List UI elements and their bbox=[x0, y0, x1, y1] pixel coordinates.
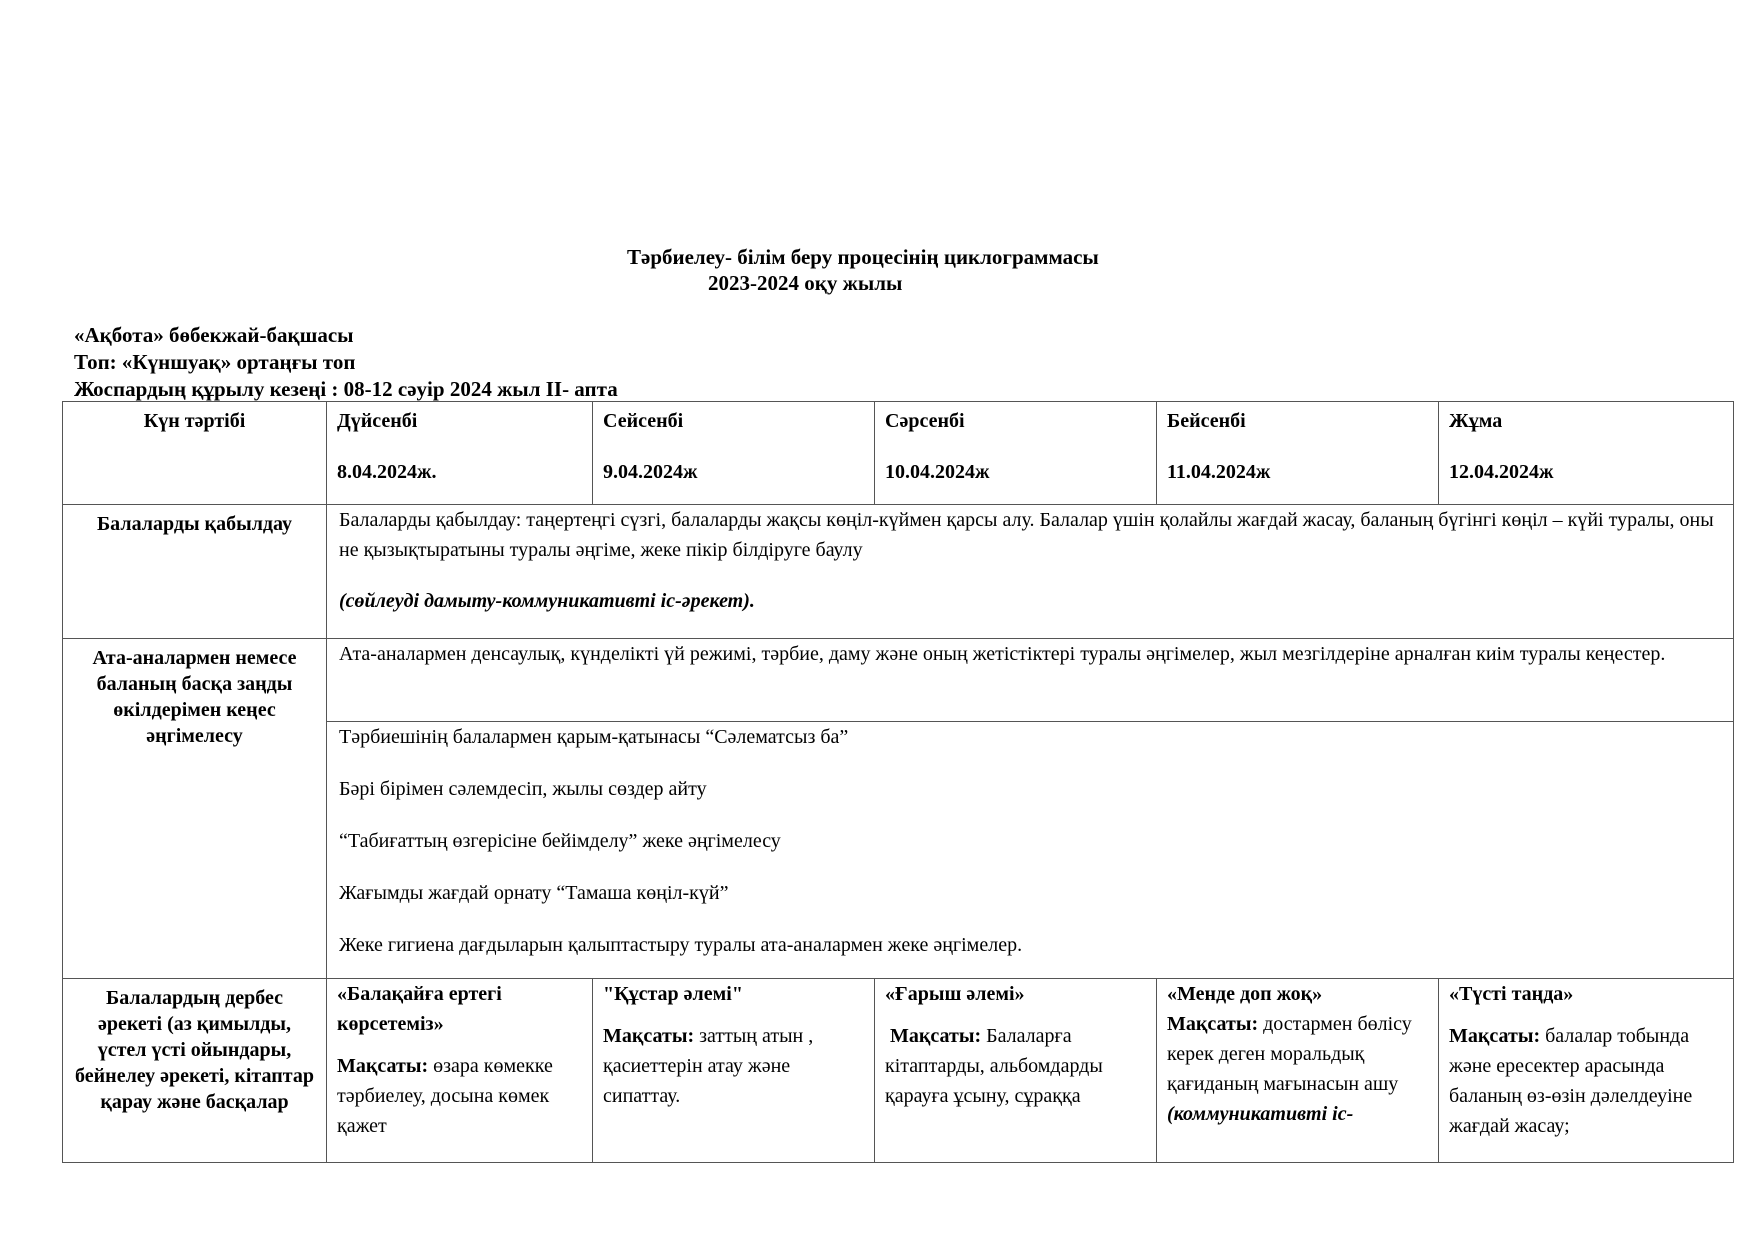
reception-row bbox=[63, 505, 1734, 639]
group-name: Топ: «Күншуақ» ортаңғы топ bbox=[74, 350, 356, 374]
activity-goal: заттың атын , қасиеттерін атау және сипаттау. bbox=[603, 1025, 814, 1107]
reception-note: (сөйлеуді дамыту-коммуникативті іс-әрекет). bbox=[339, 590, 755, 612]
activity-title: "Құстар әлемі" bbox=[603, 983, 743, 1005]
activity-wednesday bbox=[875, 979, 1157, 1163]
day-name: Бейсенбі bbox=[1167, 410, 1246, 432]
goal-label: Мақсаты: bbox=[603, 1025, 695, 1047]
day-date: 12.04.2024ж bbox=[1449, 461, 1554, 483]
header-row bbox=[63, 402, 1734, 505]
document-meta bbox=[74, 322, 618, 403]
parents-text: Ата-аналармен денсаулық, күнделікті үй режимі, тәрбие, даму және оның жетістіктері туралы әңгімелер, жыл мезгілдеріне арналған киім туралы кеңестер. bbox=[339, 643, 1666, 665]
day-date: 10.04.2024ж bbox=[885, 461, 990, 483]
planning-period: Жоспардың құрылу кезеңі : 08-12 сәуір 2024 жыл ІІ- апта bbox=[74, 377, 618, 401]
header-day-tuesday bbox=[593, 402, 875, 505]
activity-title: «Менде доп жоқ» bbox=[1167, 983, 1323, 1005]
activity-title: «Ғарыш әлемі» bbox=[885, 983, 1025, 1005]
activity-title: «Балақайға ертегі көрсетеміз» bbox=[337, 983, 502, 1035]
day-date: 9.04.2024ж bbox=[603, 461, 698, 483]
parents-label: Ата-аналармен немесе баланың басқа заңды өкілдерімен кеңес әңгімелесу bbox=[63, 639, 327, 979]
activity-monday bbox=[327, 979, 593, 1163]
goal-label: Мақсаты: bbox=[1167, 1013, 1259, 1035]
communication-content bbox=[327, 722, 1734, 979]
kindergarten-name: «Ақбота» бөбекжай-бақшасы bbox=[74, 323, 354, 347]
activity-tuesday bbox=[593, 979, 875, 1163]
communication-line: Жеке гигиена дағдыларын қалыптастыру туралы ата-аналармен жеке әңгімелер. bbox=[339, 934, 1023, 956]
communication-line: Тәрбиешінің балалармен қарым-қатынасы “Сәлематсыз ба” bbox=[339, 726, 849, 748]
day-name: Дүйсенбі bbox=[337, 410, 418, 432]
header-schedule: Күн тәртібі bbox=[63, 402, 327, 505]
reception-label: Балаларды қабылдау bbox=[63, 505, 327, 639]
goal-label: Мақсаты: bbox=[1449, 1025, 1541, 1047]
activity-goal: Балаларға кітаптарды, альбомдарды қарауға ұсыну, сұраққа bbox=[885, 1025, 1103, 1107]
activity-goal: өзара көмекке тәрбиелеу, досына көмек қажет bbox=[337, 1055, 553, 1137]
activity-note: (коммуникативті іс- bbox=[1167, 1103, 1354, 1125]
parents-content bbox=[327, 639, 1734, 722]
reception-content bbox=[327, 505, 1734, 639]
day-date: 8.04.2024ж. bbox=[337, 461, 437, 483]
activity-row bbox=[63, 979, 1734, 1163]
header-day-thursday bbox=[1157, 402, 1439, 505]
header-day-friday bbox=[1439, 402, 1734, 505]
reception-text: Балаларды қабылдау: таңертеңгі сүзгі, балаларды жақсы көңіл-күймен қарсы алу. Балалар үшін қолайлы жағдай жасау, баланың бүгінгі көңіл – күйі туралы, оны не қызықтыратыны туралы әңгіме, жеке пікір білдіруге баулу bbox=[339, 509, 1714, 561]
activity-goal: достармен бөлісу керек деген моральдық қағиданың мағынасын ашу bbox=[1167, 1013, 1412, 1095]
activity-friday bbox=[1439, 979, 1734, 1163]
day-name: Сәрсенбі bbox=[885, 410, 965, 432]
communication-line: “Табиғаттың өзгерісіне бейімделу” жеке әңгімелесу bbox=[339, 830, 781, 852]
goal-label: Мақсаты: bbox=[337, 1055, 429, 1077]
title-line-2: 2023-2024 оқу жылы bbox=[708, 271, 903, 295]
day-name: Сейсенбі bbox=[603, 410, 684, 432]
communication-line: Жағымды жағдай орнату “Тамаша көңіл-күй” bbox=[339, 882, 729, 904]
title-line-1: Тәрбиелеу- білім беру процесінің циклограммасы bbox=[627, 245, 1099, 269]
activity-thursday bbox=[1157, 979, 1439, 1163]
activity-title: «Түсті таңда» bbox=[1449, 983, 1574, 1005]
header-day-monday bbox=[327, 402, 593, 505]
communication-line: Бәрі бірімен сәлемдесіп, жылы сөздер айту bbox=[339, 778, 707, 800]
activity-label: Балалардың дербес әрекеті (аз қимылды, үстел үсті ойындары, бейнелеу әрекеті, кітаптар қарау және басқалар bbox=[63, 979, 327, 1163]
day-name: Жұма bbox=[1449, 410, 1503, 432]
day-date: 11.04.2024ж bbox=[1167, 461, 1271, 483]
goal-label: Мақсаты: bbox=[890, 1025, 982, 1047]
parents-row bbox=[63, 639, 1734, 722]
cyclogram-table bbox=[62, 401, 1734, 1163]
header-day-wednesday bbox=[875, 402, 1157, 505]
activity-goal: балалар тобында және ересектер арасында баланың өз-өзін дәлелдеуіне жағдай жасау; bbox=[1449, 1025, 1693, 1137]
